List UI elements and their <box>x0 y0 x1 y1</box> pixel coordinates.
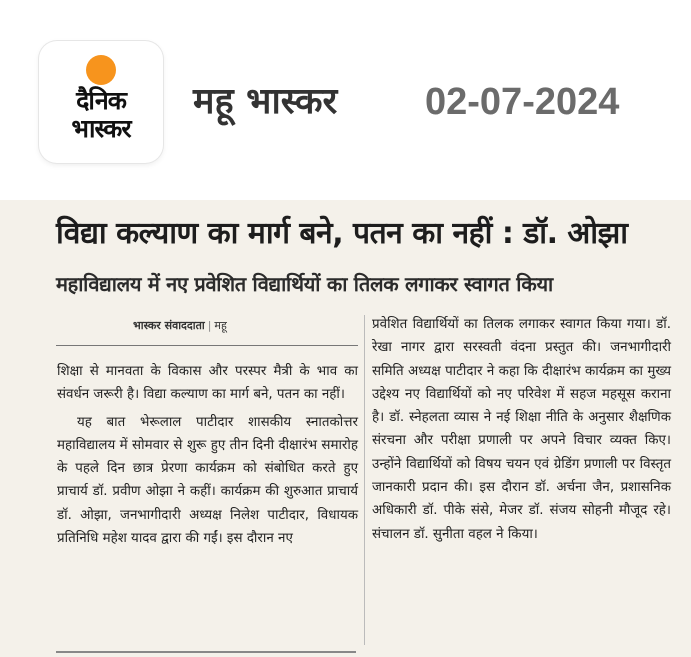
dainik-bhaskar-logo <box>39 41 163 163</box>
paragraph-continued: प्रवेशित विद्यार्थियों का तिलक लगाकर स्वागत किया गया। डॉ. रेखा नागर द्वारा सरस्वती वंदना प्रस्तुत की। जनभागीदारी समिति अध्यक्ष पाटीदार ने कहा कि दीक्षारंभ कार्यक्रम का मुख्य उद्देश्य नए विद्यार्थियों को नए परिवेश में सहज महसूस कराना है। डॉ. स्नेहलता व्यास ने नई शिक्षा नीति के अनुसार शैक्षणिक संरचना और परीक्षा प्रणाली पर अपने विचार व्यक्त किए। उन्होंने विद्यार्थियों को विषय चयन एवं ग्रेडिंग प्रणाली पर विस्तृत जानकारी प्रदान की। इस दौरान डॉ. अर्चना जैन, प्रशासनिक अधिकारी डॉ. पीके संसे, मेजर डॉ. संजय सोहनी मौजूद रहे। संचालन डॉ. सुनीता वहल ने किया। <box>372 317 671 542</box>
byline-author: भास्कर संवाददाता <box>133 319 205 332</box>
logo-text-line2: भास्कर <box>71 114 131 143</box>
article-headline: विद्या कल्याण का मार्ग बने, पतन का नहीं : डॉ. ओझा <box>56 216 628 251</box>
article-column-left <box>57 360 358 554</box>
news-clipping <box>0 200 691 657</box>
logo-text-line1: दैनिक <box>76 86 126 115</box>
byline <box>133 318 227 333</box>
byline-divider <box>56 345 358 346</box>
paragraph-body: यह बात भेरूलाल पाटीदार शासकीय स्नातकोत्तर महाविद्यालय में सोमवार से शुरू हुए तीन दिनी दीक्षारंभ समारोह के पहले दिन छात्र प्रेरणा कार्यक्रम को संबोधित करते हुए प्राचार्य डॉ. प्रवीण ओझा ने कहीं। कार्यक्रम की शुरुआत प्राचार्य डॉ. ओझा, जनभागीदारी अध्यक्ष निलेश पाटीदार, विधायक प्रतिनिधि महेश यादव द्वारा की गईं। इस दौरान नए <box>57 414 358 547</box>
paragraph-intro: शिक्षा से मानवता के विकास और परस्पर मैत्री के भाव का संवर्धन जरूरी है। विद्या कल्याण का मार्ग बने, पतन का नहीं। <box>57 364 358 403</box>
bottom-rule <box>56 651 356 653</box>
masthead-header <box>0 0 691 200</box>
edition-title: महू भास्कर <box>193 81 338 122</box>
article-subheadline: महाविद्यालय में नए प्रवेशित विद्यार्थियों का तिलक लगाकर स्वागत किया <box>56 272 553 296</box>
byline-separator: | <box>207 319 212 332</box>
article-column-right <box>372 313 671 550</box>
column-divider <box>364 315 365 645</box>
byline-place: महू <box>214 319 227 332</box>
publication-date: 02-07-2024 <box>425 81 620 123</box>
sun-icon <box>86 55 116 85</box>
